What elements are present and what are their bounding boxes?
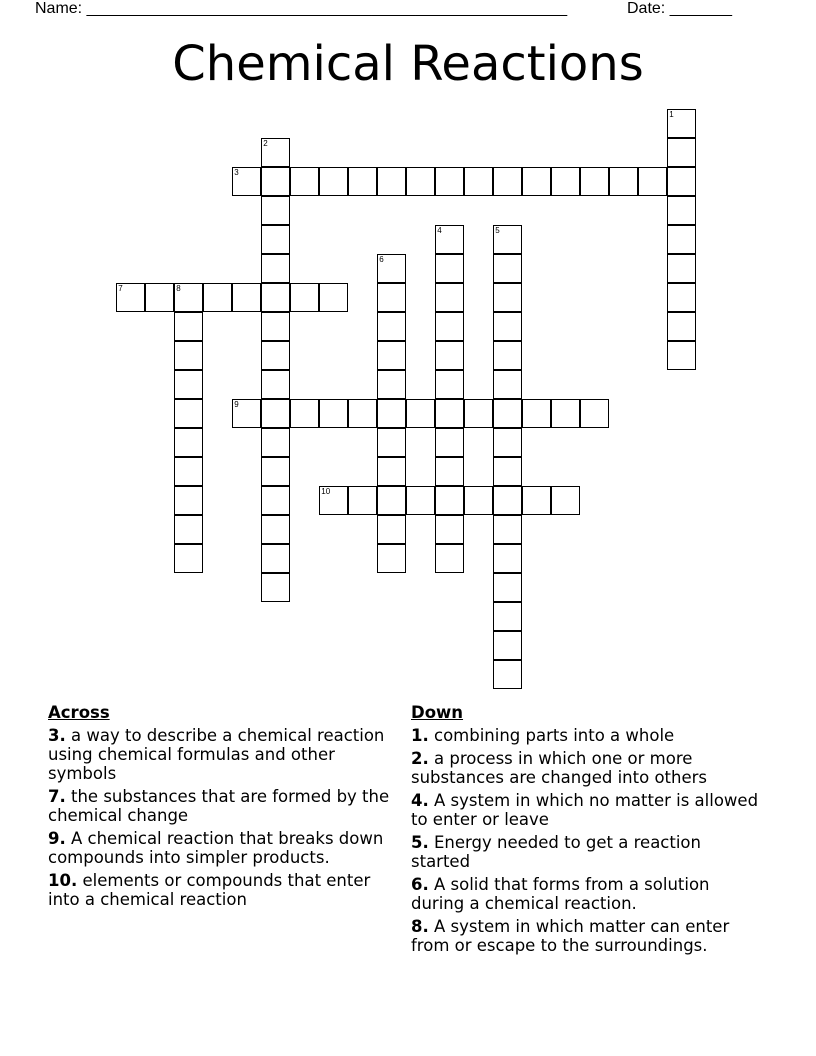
grid-cell[interactable] <box>348 486 377 515</box>
name-field[interactable]: Name: ______________________________________________________ <box>35 0 568 17</box>
grid-cell[interactable] <box>377 370 406 399</box>
grid-cell[interactable] <box>435 399 464 428</box>
grid-cell[interactable] <box>493 254 522 283</box>
grid-cell[interactable] <box>493 544 522 573</box>
clue-number: 1 <box>669 110 674 120</box>
grid-cell[interactable] <box>580 399 609 428</box>
grid-cell[interactable] <box>667 312 696 341</box>
down-clue <box>411 726 761 745</box>
grid-cell[interactable] <box>406 486 435 515</box>
grid-cell[interactable] <box>551 486 580 515</box>
clue-number: 2 <box>263 139 268 149</box>
clue-text: A system in which matter can enter from or escape to the surroundings. <box>411 917 730 955</box>
grid-cell[interactable] <box>377 428 406 457</box>
grid-cell[interactable] <box>522 167 551 196</box>
clue-text: A chemical reaction that breaks down compounds into simpler products. <box>48 829 384 867</box>
grid-cell[interactable] <box>493 341 522 370</box>
grid-cell[interactable] <box>261 399 290 428</box>
clue-number: 7 <box>118 284 123 294</box>
grid-cell[interactable] <box>261 515 290 544</box>
grid-cell[interactable] <box>667 138 696 167</box>
grid-cell[interactable] <box>435 457 464 486</box>
grid-cell[interactable] <box>145 283 174 312</box>
across-clue <box>48 787 398 825</box>
grid-cell[interactable] <box>116 283 145 312</box>
grid-cell[interactable] <box>377 399 406 428</box>
grid-cell[interactable] <box>493 225 522 254</box>
clue-label: 6. <box>411 875 429 894</box>
grid-cell[interactable] <box>435 428 464 457</box>
grid-cell[interactable] <box>261 573 290 602</box>
clue-number: 6 <box>379 255 384 265</box>
grid-cell[interactable] <box>551 399 580 428</box>
grid-cell[interactable] <box>377 515 406 544</box>
grid-cell[interactable] <box>435 515 464 544</box>
down-heading: Down <box>411 703 464 722</box>
grid-cell[interactable] <box>348 167 377 196</box>
down-clue <box>411 791 761 829</box>
grid-cell[interactable] <box>377 457 406 486</box>
clue-number: 5 <box>495 226 500 236</box>
grid-cell[interactable] <box>493 457 522 486</box>
grid-cell[interactable] <box>261 196 290 225</box>
clue-text: combining parts into a whole <box>434 726 675 745</box>
grid-cell[interactable] <box>493 283 522 312</box>
grid-cell[interactable] <box>261 312 290 341</box>
grid-cell[interactable] <box>319 283 348 312</box>
grid-cell[interactable] <box>290 399 319 428</box>
grid-cell[interactable] <box>493 486 522 515</box>
grid-cell[interactable] <box>493 602 522 631</box>
grid-cell[interactable] <box>377 254 406 283</box>
grid-cell[interactable] <box>377 167 406 196</box>
clue-label: 2. <box>411 749 429 768</box>
grid-cell[interactable] <box>377 341 406 370</box>
grid-cell[interactable] <box>493 428 522 457</box>
clue-number: 4 <box>437 226 442 236</box>
grid-cell[interactable] <box>174 341 203 370</box>
clue-text: A system in which no matter is allowed to enter or leave <box>411 791 759 829</box>
grid-cell[interactable] <box>667 341 696 370</box>
grid-cell[interactable] <box>290 167 319 196</box>
grid-cell[interactable] <box>435 370 464 399</box>
grid-cell[interactable] <box>580 167 609 196</box>
grid-cell[interactable] <box>319 399 348 428</box>
grid-cell[interactable] <box>174 515 203 544</box>
grid-cell[interactable] <box>377 312 406 341</box>
clue-text: the substances that are formed by the chemical change <box>48 787 390 825</box>
down-clue <box>411 749 761 787</box>
grid-cell[interactable] <box>261 254 290 283</box>
grid-cell[interactable] <box>522 486 551 515</box>
grid-cell[interactable] <box>232 283 261 312</box>
grid-cell[interactable] <box>435 341 464 370</box>
clue-label: 1. <box>411 726 429 745</box>
grid-cell[interactable] <box>435 283 464 312</box>
clue-label: 4. <box>411 791 429 810</box>
clue-number: 3 <box>234 168 239 178</box>
clue-text: a way to describe a chemical reaction using chemical formulas and other symbols <box>48 726 385 783</box>
grid-cell[interactable] <box>261 544 290 573</box>
grid-cell[interactable] <box>493 515 522 544</box>
grid-cell[interactable] <box>609 167 638 196</box>
grid-cell[interactable] <box>493 312 522 341</box>
grid-cell[interactable] <box>667 167 696 196</box>
grid-cell[interactable] <box>493 573 522 602</box>
grid-cell[interactable] <box>667 225 696 254</box>
clue-label: 5. <box>411 833 429 852</box>
grid-cell[interactable] <box>667 254 696 283</box>
grid-cell[interactable] <box>232 167 261 196</box>
grid-cell[interactable] <box>435 486 464 515</box>
grid-cell[interactable] <box>261 341 290 370</box>
date-field[interactable]: Date: _______ <box>627 0 732 17</box>
grid-cell[interactable] <box>319 486 348 515</box>
grid-cell[interactable] <box>638 167 667 196</box>
page-title: Chemical Reactions <box>172 36 644 92</box>
grid-cell[interactable] <box>464 486 493 515</box>
clue-number: 10 <box>321 487 331 497</box>
grid-cell[interactable] <box>261 138 290 167</box>
clue-label: 10. <box>48 871 78 890</box>
clue-label: 3. <box>48 726 66 745</box>
grid-cell[interactable] <box>464 399 493 428</box>
grid-cell[interactable] <box>493 660 522 689</box>
grid-cell[interactable] <box>319 167 348 196</box>
grid-cell[interactable] <box>493 399 522 428</box>
grid-cell[interactable] <box>348 399 377 428</box>
grid-cell[interactable] <box>261 167 290 196</box>
grid-cell[interactable] <box>174 457 203 486</box>
grid-cell[interactable] <box>406 167 435 196</box>
grid-cell[interactable] <box>232 399 261 428</box>
grid-cell[interactable] <box>174 370 203 399</box>
across-clue <box>48 829 398 867</box>
down-clue <box>411 833 761 871</box>
clue-number: 9 <box>234 400 239 410</box>
grid-cell[interactable] <box>261 225 290 254</box>
grid-cell[interactable] <box>493 631 522 660</box>
grid-cell[interactable] <box>377 544 406 573</box>
grid-cell[interactable] <box>435 167 464 196</box>
grid-cell[interactable] <box>203 283 232 312</box>
grid-cell[interactable] <box>406 399 435 428</box>
across-clue <box>48 871 398 909</box>
down-clue <box>411 875 761 913</box>
grid-cell[interactable] <box>435 225 464 254</box>
grid-cell[interactable] <box>667 196 696 225</box>
grid-cell[interactable] <box>174 544 203 573</box>
grid-cell[interactable] <box>493 167 522 196</box>
grid-cell[interactable] <box>667 109 696 138</box>
grid-cell[interactable] <box>667 283 696 312</box>
clue-label: 7. <box>48 787 66 806</box>
grid-cell[interactable] <box>174 486 203 515</box>
grid-cell[interactable] <box>261 428 290 457</box>
grid-cell[interactable] <box>174 428 203 457</box>
grid-cell[interactable] <box>435 312 464 341</box>
across-clues <box>48 703 398 913</box>
grid-cell[interactable] <box>261 486 290 515</box>
grid-cell[interactable] <box>174 312 203 341</box>
grid-cell[interactable] <box>174 283 203 312</box>
grid-cell[interactable] <box>493 370 522 399</box>
down-clue <box>411 917 761 955</box>
grid-cell[interactable] <box>551 167 580 196</box>
grid-cell[interactable] <box>522 399 551 428</box>
grid-cell[interactable] <box>290 283 319 312</box>
grid-cell[interactable] <box>435 544 464 573</box>
grid-cell[interactable] <box>261 370 290 399</box>
grid-cell[interactable] <box>464 167 493 196</box>
clue-label: 8. <box>411 917 429 936</box>
clue-label: 9. <box>48 829 66 848</box>
across-clue <box>48 726 398 783</box>
grid-cell[interactable] <box>377 283 406 312</box>
clue-text: elements or compounds that enter into a chemical reaction <box>48 871 371 909</box>
down-clues <box>411 703 761 959</box>
across-heading: Across <box>48 703 110 722</box>
grid-cell[interactable] <box>377 486 406 515</box>
clue-number: 8 <box>176 284 181 294</box>
grid-cell[interactable] <box>174 399 203 428</box>
grid-cell[interactable] <box>261 283 290 312</box>
clue-text: A solid that forms from a solution during a chemical reaction. <box>411 875 710 913</box>
clue-text: a process in which one or more substances are changed into others <box>411 749 708 787</box>
clue-text: Energy needed to get a reaction started <box>411 833 701 871</box>
grid-cell[interactable] <box>435 254 464 283</box>
grid-cell[interactable] <box>261 457 290 486</box>
